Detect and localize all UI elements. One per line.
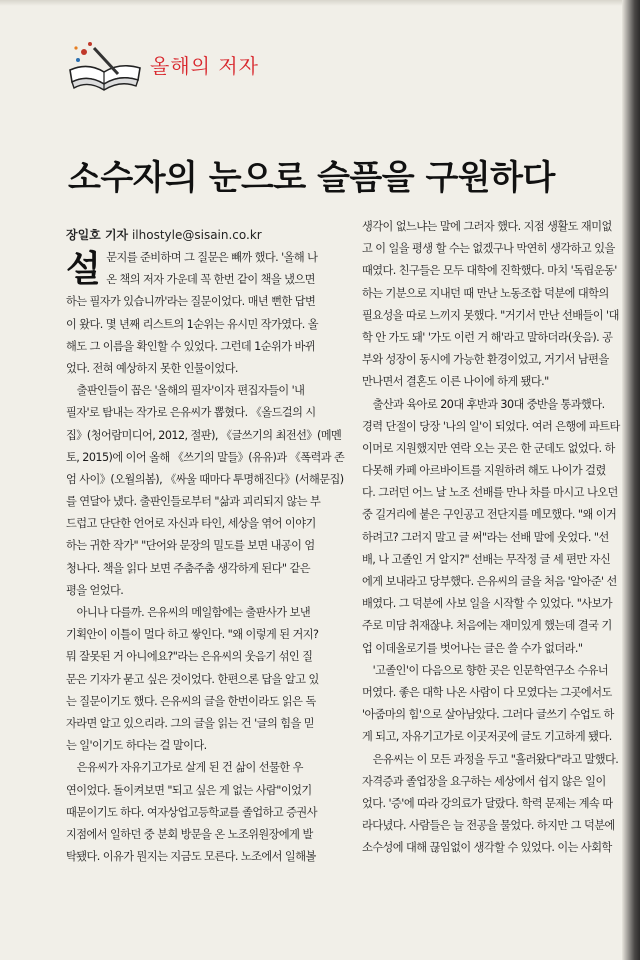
body-line: 필자'로 탐내는 작가로 은유씨가 뽑혔다. 《올드걸의 시 <box>66 406 316 420</box>
body-line: 이 왔다. 몇 년째 리스트의 1순위는 유시민 작가였다. 올 <box>66 317 319 331</box>
section-header <box>64 40 284 102</box>
body-line: 머였다. 좋은 대학 나온 사람이 다 모였다는 그곳에서도 <box>362 685 612 699</box>
body-line: 은유씨가 자유기고가로 살게 된 건 삶이 선물한 우 <box>66 761 303 775</box>
right-column <box>362 216 630 859</box>
body-line: 는 일'이기도 하다는 걸 말이다. <box>66 739 207 753</box>
left-body <box>66 291 356 868</box>
headline: 소수자의 눈으로 슬픔을 구원하다 <box>68 158 555 198</box>
body-line: 문지를 준비하며 그 질문은 빼까 했다. '올해 나 <box>106 251 318 264</box>
body-line: 업 이데올로기를 벗어나는 글은 쓸 수가 없더라." <box>362 641 583 655</box>
body-line: 연이었다. 돌이켜보면 "되고 싶은 게 없는 사람"이었기 <box>66 783 312 797</box>
body-line: 평을 얻었다. <box>66 583 124 597</box>
body-line: 중 길거리에 붙은 구인공고 전단지를 메모했다. "왜 이거 <box>362 508 617 522</box>
body-line: 게 되고, 자유기고가로 이곳저곳에 글도 기고하게 됐다. <box>362 730 612 744</box>
byline-email: ilhostyle@sisain.co.kr <box>131 228 262 242</box>
body-line: 에게 보내라고 당부했다. 은유씨의 글을 처음 '알아준' 선 <box>362 575 617 588</box>
body-line: 배였다. 그 덕분에 사보 일을 시작할 수 있었다. "사보가 <box>362 597 613 611</box>
right-body <box>362 216 630 859</box>
body-line: 경력 단절이 당장 '나의 일'이 되었다. 여러 은행에 파트타 <box>362 419 620 433</box>
body-line: 하려고? 그러지 말고 글 써"라는 선배 말에 웃었다. "선 <box>362 530 609 544</box>
body-line: 은유씨는 이 모든 과정을 두고 "흘러왔다"라고 말했다. <box>362 752 619 766</box>
body-line: 소수성에 대해 끊임없이 생각할 수 있었다. 이는 사회학 <box>362 841 612 855</box>
body-line: 배, 나 고졸인 거 알지?" 선배는 무작정 글 세 편만 자신 <box>362 552 611 566</box>
body-line: '아줌마의 힘'으로 살아남았다. 그러다 글쓰기 수업도 하 <box>362 708 614 722</box>
book-pen-icon <box>64 40 148 96</box>
body-line: 하는 기분으로 지내던 때 만난 노동조합 덕분에 대학의 <box>362 286 609 300</box>
body-line: 생각이 없느냐는 말에 그러자 했다. 지점 생활도 재미없 <box>362 220 612 233</box>
first-lines <box>66 247 356 291</box>
body-line: '고졸인'이 다음으로 향한 곳은 인문학연구소 수유너 <box>362 663 609 677</box>
section-title: 올해의 저자 <box>150 54 259 78</box>
body-line: 때문이기도 하다. 여자상업고등학교를 졸업하고 증권사 <box>66 805 317 819</box>
body-line: 학 안 가도 돼' '가도 이런 거 해'라고 말하더라(웃음). 공 <box>362 330 613 344</box>
body-line: 출판인들이 꼽은 '올해의 필자'이자 편집자들이 '내 <box>66 384 305 398</box>
body-line: 온 책의 저자 가운데 꼭 한번 같이 책을 냈으면 <box>106 273 315 287</box>
body-line: 하는 필자가 있습니까'라는 질문이었다. 매년 뻔한 답변 <box>66 295 316 309</box>
page-top-shadow <box>0 0 640 6</box>
body-line: 다. 그러던 어느 날 노조 선배를 만나 차를 마시고 나오던 <box>362 486 618 500</box>
left-column <box>66 247 356 868</box>
body-line: 를 연달아 냈다. 출판인들로부터 "삶과 괴리되지 않는 부 <box>66 495 321 509</box>
body-line: 해도 그 이름을 확인할 수 있었다. 그런데 1순위가 바뀌 <box>66 339 316 353</box>
body-line: 하는 귀한 작가" "단어와 문장의 밀도를 보면 내공이 엄 <box>66 539 315 553</box>
body-line: 드럽고 단단한 언어로 자신과 타인, 세상을 엮어 이야기 <box>66 517 316 531</box>
body-line: 는 질문이기도 했다. 은유씨의 글을 한번이라도 읽은 독 <box>66 694 316 708</box>
body-line: 기획안이 이틀이 멀다 하고 쌓인다. "왜 이렇게 된 거지? <box>66 628 319 642</box>
body-line: 문은 기자가 묻고 싶은 것이었다. 한편으론 답을 알고 있 <box>66 672 319 686</box>
dropcap: 설 <box>66 248 101 290</box>
body-line: 뭐 잘못된 거 아니에요?"라는 은유씨의 웃음기 섞인 질 <box>66 650 313 664</box>
body-line: 다못해 카페 아르바이트를 지원하려 해도 나이가 걸렸 <box>362 464 606 478</box>
body-line: 때였다. 친구들은 모두 대학에 진학했다. 마치 '독립운동' <box>362 264 617 278</box>
byline <box>66 226 262 243</box>
body-line: 라다녔다. 사람들은 늘 전공을 물었다. 하지만 그 덕분에 <box>362 819 615 833</box>
body-line: 고 이 일을 평생 할 수는 없겠구나 막연히 생각하고 있을 <box>362 242 615 256</box>
body-line: 아니나 다를까. 은유씨의 메일함에는 출판사가 보낸 <box>66 606 311 619</box>
body-line: 만나면서 결혼도 이른 나이에 하게 됐다." <box>362 375 549 389</box>
body-line: 자라면 알고 있으리라. 그의 글을 읽는 건 '글의 힘을 믿 <box>66 716 314 730</box>
body-line: 주로 미담 취재잖냐. 처음에는 재미있게 했는데 결국 기 <box>362 619 612 633</box>
body-line: 이머로 지원했지만 연락 오는 곳은 한 군데도 없었다. 하 <box>362 441 615 455</box>
body-line: 출산과 육아로 20대 후반과 30대 중반을 통과했다. <box>362 397 605 411</box>
body-line: 필요성을 따로 느끼지 못했다. "거기서 만난 선배들이 '대 <box>362 308 619 322</box>
body-line: 엄 사이》(오월의봄), 《싸울 때마다 투명해진다》(서해문집) <box>66 472 344 486</box>
byline-author: 장일호 기자 <box>66 228 129 242</box>
body-line: 부와 성장이 동시에 가능한 환경이었고, 거기서 남편을 <box>362 353 609 367</box>
body-line: 었다. 전혀 예상하지 못한 인물이었다. <box>66 361 238 375</box>
body-line: 지점에서 일하던 중 분회 방문을 온 노조위원장에게 발 <box>66 827 313 841</box>
body-line: 자격증과 졸업장을 요구하는 세상에서 쉽지 않은 일이 <box>362 774 606 788</box>
body-line: 청나다. 책을 읽다 보면 주춤주춤 생각하게 된다" 같은 <box>66 561 311 575</box>
body-line: 었다. '증'에 따라 강의료가 달랐다. 학력 문제는 계속 따 <box>362 796 613 810</box>
body-line: 토, 2015)에 이어 올해 《쓰기의 말들》(유유)과 《폭력과 존 <box>66 450 345 464</box>
body-line: 탁됐다. 이유가 뭔지는 지금도 모른다. 노조에서 일해볼 <box>66 850 316 864</box>
body-line: 집》(청어람미디어, 2012, 절판), 《글쓰기의 최전선》(메멘 <box>66 428 342 442</box>
